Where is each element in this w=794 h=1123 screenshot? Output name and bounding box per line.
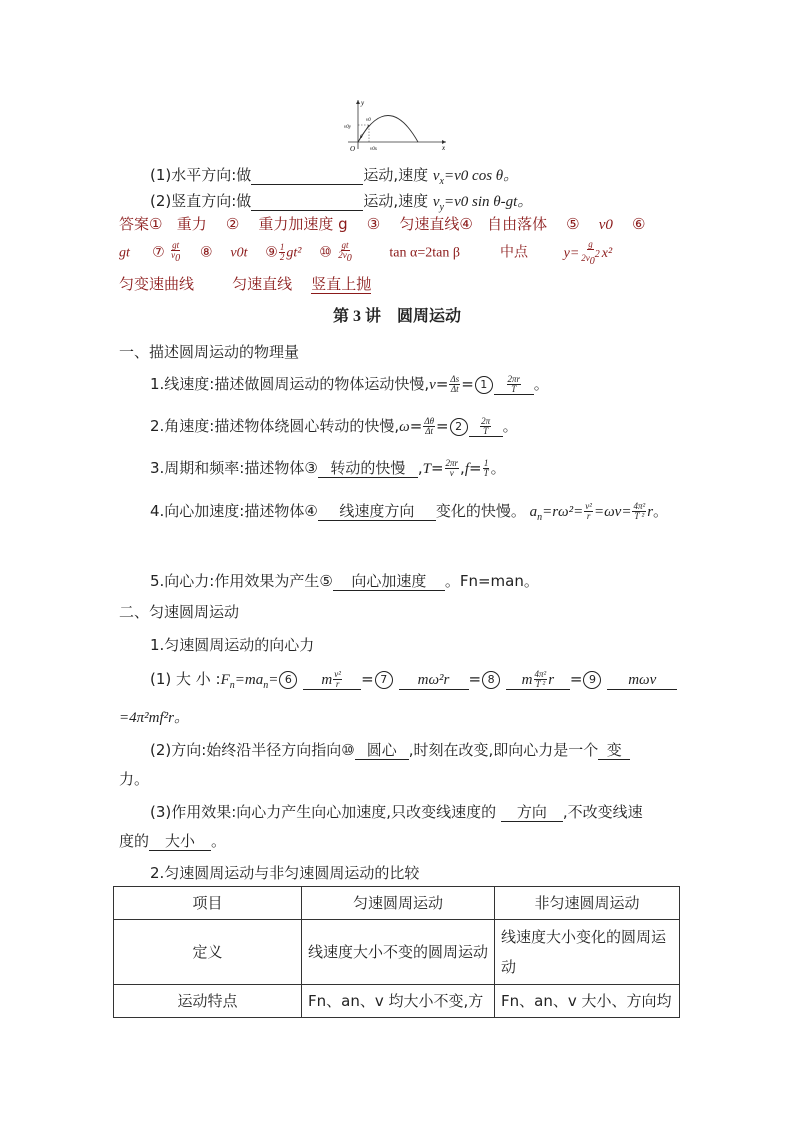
answer-9: gt² bbox=[286, 245, 302, 261]
force-answer-9: mωv bbox=[607, 672, 677, 690]
answers-label: 答案 bbox=[119, 215, 150, 233]
diagram-label-theta: θ bbox=[360, 135, 363, 140]
diagram-label-origin: O bbox=[350, 145, 356, 153]
table-row bbox=[114, 985, 680, 1018]
table-header-row bbox=[114, 887, 680, 920]
projectile-line2-mid: 运动,速度 bbox=[363, 192, 429, 210]
part2-sub2: 2.匀速圆周运动与非匀速圆周运动的比较 bbox=[150, 864, 420, 882]
force-answer-6: m $\frac{\text{v²}}{r}$ bbox=[303, 670, 361, 690]
answer-2: 重力加速度 g bbox=[258, 215, 348, 233]
part2-effect-line2-prefix: 度的 bbox=[119, 832, 150, 850]
projectile-line1-prefix: (1)水平方向:做 bbox=[150, 166, 252, 184]
part2-effect-mid: ,不改变线速 bbox=[562, 803, 643, 821]
part1-item3-answer: 转动的快慢 bbox=[318, 460, 418, 478]
part1-item1: 1.线速度:描述做圆周运动的物体运动快慢,v= $\frac{\Delta s}{\Delta t}$ = 1 $\frac{2\pi r}{T}$ 。 bbox=[150, 374, 549, 394]
force-answer-7: mω²r bbox=[399, 672, 469, 690]
part1-item3-text: 3.周期和频率:描述物体③ bbox=[150, 459, 318, 477]
projectile-diagram bbox=[342, 97, 450, 153]
part1-heading: 一、描述圆周运动的物理量 bbox=[119, 343, 300, 361]
part2-dir-answer2: 变 bbox=[598, 742, 630, 760]
answer-vertical-up: 竖直上抛 bbox=[311, 275, 372, 293]
part2-dir-end: 力。 bbox=[119, 770, 150, 788]
answer-circle-10: ⑩ bbox=[319, 244, 332, 261]
part2-direction bbox=[150, 739, 630, 760]
diagram-label-v0: v0 bbox=[366, 118, 371, 123]
projectile-line1-mid: 运动,速度 bbox=[363, 166, 429, 184]
blank-line1 bbox=[251, 167, 363, 185]
table-cell-uniform: 线速度大小不变的圆周运动 bbox=[302, 920, 495, 985]
answer-circle-2: ② bbox=[225, 215, 240, 233]
answer-6: gt bbox=[119, 245, 130, 261]
projectile-line-1 bbox=[150, 164, 518, 187]
answer-3: 匀速直线④ bbox=[399, 215, 473, 233]
part2-effect-answer: 方向 bbox=[501, 804, 563, 822]
part2-effect-prefix: (3)作用效果:向心力产生向心加速度,只改变线速度的 bbox=[150, 803, 497, 821]
answers-row-3 bbox=[119, 273, 371, 294]
part2-dir-prefix: (2)方向:始终沿半径方向指向⑩ bbox=[150, 741, 355, 759]
answer-7: $\frac{gt}{v_0}$ bbox=[171, 240, 181, 265]
answer-circle-8: ⑧ bbox=[199, 244, 213, 261]
vx-symbol: $v_x$ bbox=[432, 168, 444, 187]
part1-item5-text: 5.向心力:作用效果为产生⑤ bbox=[150, 572, 333, 590]
diagram-label-v0x: v0x bbox=[370, 147, 377, 152]
projectile-line2-formula: =v0 sin θ-gt。 bbox=[444, 194, 533, 210]
answer-10: $\frac{gt}{2v_0}$ bbox=[338, 240, 352, 265]
table-cell-item: 运动特点 bbox=[114, 985, 302, 1018]
answer-circle-1: ① bbox=[149, 215, 163, 233]
diagram-label-v0y: v0y bbox=[344, 125, 351, 130]
part1-item4-answer: 线速度方向 bbox=[318, 503, 436, 521]
part2-effect-answer2: 大小 bbox=[149, 833, 211, 851]
part1-item1-answer: $\frac{2\pi r}{T}$ bbox=[494, 375, 534, 395]
answer-8: v0t bbox=[230, 245, 248, 261]
projectile-line2-prefix: (2)竖直方向:做 bbox=[150, 192, 252, 210]
table-header-nonuniform: 非匀速圆周运动 bbox=[495, 887, 680, 920]
part1-item3: 3.周期和频率:描述物体③ 转动的快慢 ,T= $\frac{2\pi r}{v}$ ,f= $\frac{1}{T}$ 。 bbox=[150, 458, 506, 478]
table-cell-nonuniform: Fn、an、v 大小、方向均 bbox=[495, 985, 680, 1018]
part1-item4-suffix: 变化的快慢。 bbox=[435, 502, 526, 520]
section-title: 第 3 讲 圆周运动 bbox=[332, 308, 461, 325]
answer-midpoint: 中点 bbox=[500, 244, 528, 261]
force-answer-8: m $\frac{\text{4π²}}{\text{T ²}}$ r bbox=[506, 670, 570, 690]
answer-9-frac: $\frac{1}{2}$ bbox=[279, 242, 285, 263]
answer-circle-9: ⑨ bbox=[265, 244, 278, 261]
answers-row-1 bbox=[119, 213, 645, 234]
answer-tan: tan α=2tan β bbox=[389, 245, 460, 261]
vy-symbol: $v_y$ bbox=[432, 194, 444, 213]
part1-item5-answer: 向心加速度 bbox=[333, 573, 445, 591]
part2-effect bbox=[150, 801, 643, 822]
answer-uniform-line: 匀速直线 bbox=[232, 275, 293, 293]
answers-row-2 bbox=[119, 240, 612, 267]
answer-circle-3: ③ bbox=[366, 215, 381, 233]
part2-effect-line2 bbox=[119, 830, 226, 851]
diagram-label-x: x bbox=[442, 144, 446, 152]
part2-dir-answer: 圆心 bbox=[355, 742, 409, 760]
answer-circle-5: ⑤ bbox=[566, 215, 580, 233]
part2-heading: 二、匀速圆周运动 bbox=[119, 603, 240, 621]
table-header-item: 项目 bbox=[114, 887, 302, 920]
part2-size-line: (1) 大 小 $:F_n=ma_n= 6$ m $\frac{\text{v²}}{r}$ = 7 mω²r = 8 m $\frac{\text{4π²}}{\text{T ²}}$ r = 9 mωv bbox=[150, 668, 677, 691]
table-cell-uniform: Fn、an、v 均大小不变,方 bbox=[302, 985, 495, 1018]
part2-effect-end: 。 bbox=[211, 832, 227, 850]
part1-item4: 4.向心加速度:描述物体④ 线速度方向 变化的快慢。 $a_n=r\omega^2=$ $\frac{\text{v²}}{r}$ =ωv= $\frac{\text{4π²}}{\text{T ²}}$ r。 bbox=[150, 501, 669, 523]
part2-size-cont: =4π²mf²r。 bbox=[119, 710, 189, 726]
part1-item2-answer: $\frac{2\pi}{T}$ bbox=[469, 417, 503, 437]
part1-item5-suffix: 。Fn=man。 bbox=[444, 572, 539, 590]
table-row bbox=[114, 920, 680, 985]
answer-5: v0 bbox=[598, 217, 613, 233]
answer-trajectory: y= $\frac{g}{2v_0^2}$ x² bbox=[563, 239, 613, 267]
answer-circle-7: ⑦ bbox=[152, 244, 165, 261]
blank-line2 bbox=[251, 193, 363, 211]
diagram-label-y: y bbox=[361, 99, 365, 107]
answer-circle-6: ⑥ bbox=[631, 215, 646, 233]
part1-item5 bbox=[150, 570, 539, 591]
table-header-uniform: 匀速圆周运动 bbox=[302, 887, 495, 920]
part1-item2: 2.角速度:描述物体绕圆心转动的快慢,ω= $\frac{\Delta\theta}{\Delta t}$ = 2 $\frac{2\pi}{T}$ 。 bbox=[150, 416, 518, 436]
part1-item4-text: 4.向心加速度:描述物体④ bbox=[150, 502, 318, 520]
projectile-line1-formula: =v0 cos θ。 bbox=[444, 168, 519, 184]
table-cell-nonuniform: 线速度大小变化的圆周运动 bbox=[495, 920, 680, 985]
answer-curve: 匀变速曲线 bbox=[119, 275, 195, 293]
answer-4: 自由落体 bbox=[487, 215, 548, 233]
part2-sub1: 1.匀速圆周运动的向心力 bbox=[150, 636, 315, 654]
part1-item1-text: 1.线速度:描述做圆周运动的物体运动快慢, bbox=[150, 375, 430, 393]
comparison-table bbox=[113, 886, 680, 1018]
answer-1: 重力 bbox=[176, 215, 207, 233]
part2-size-prefix: (1) 大 小 : bbox=[150, 670, 221, 688]
table-cell-item: 定义 bbox=[114, 920, 302, 985]
projectile-line-2 bbox=[150, 190, 532, 213]
part1-item2-text: 2.角速度:描述物体绕圆心转动的快慢, bbox=[150, 417, 400, 435]
part2-dir-mid: ,时刻在改变,即向心力是一个 bbox=[408, 741, 599, 759]
